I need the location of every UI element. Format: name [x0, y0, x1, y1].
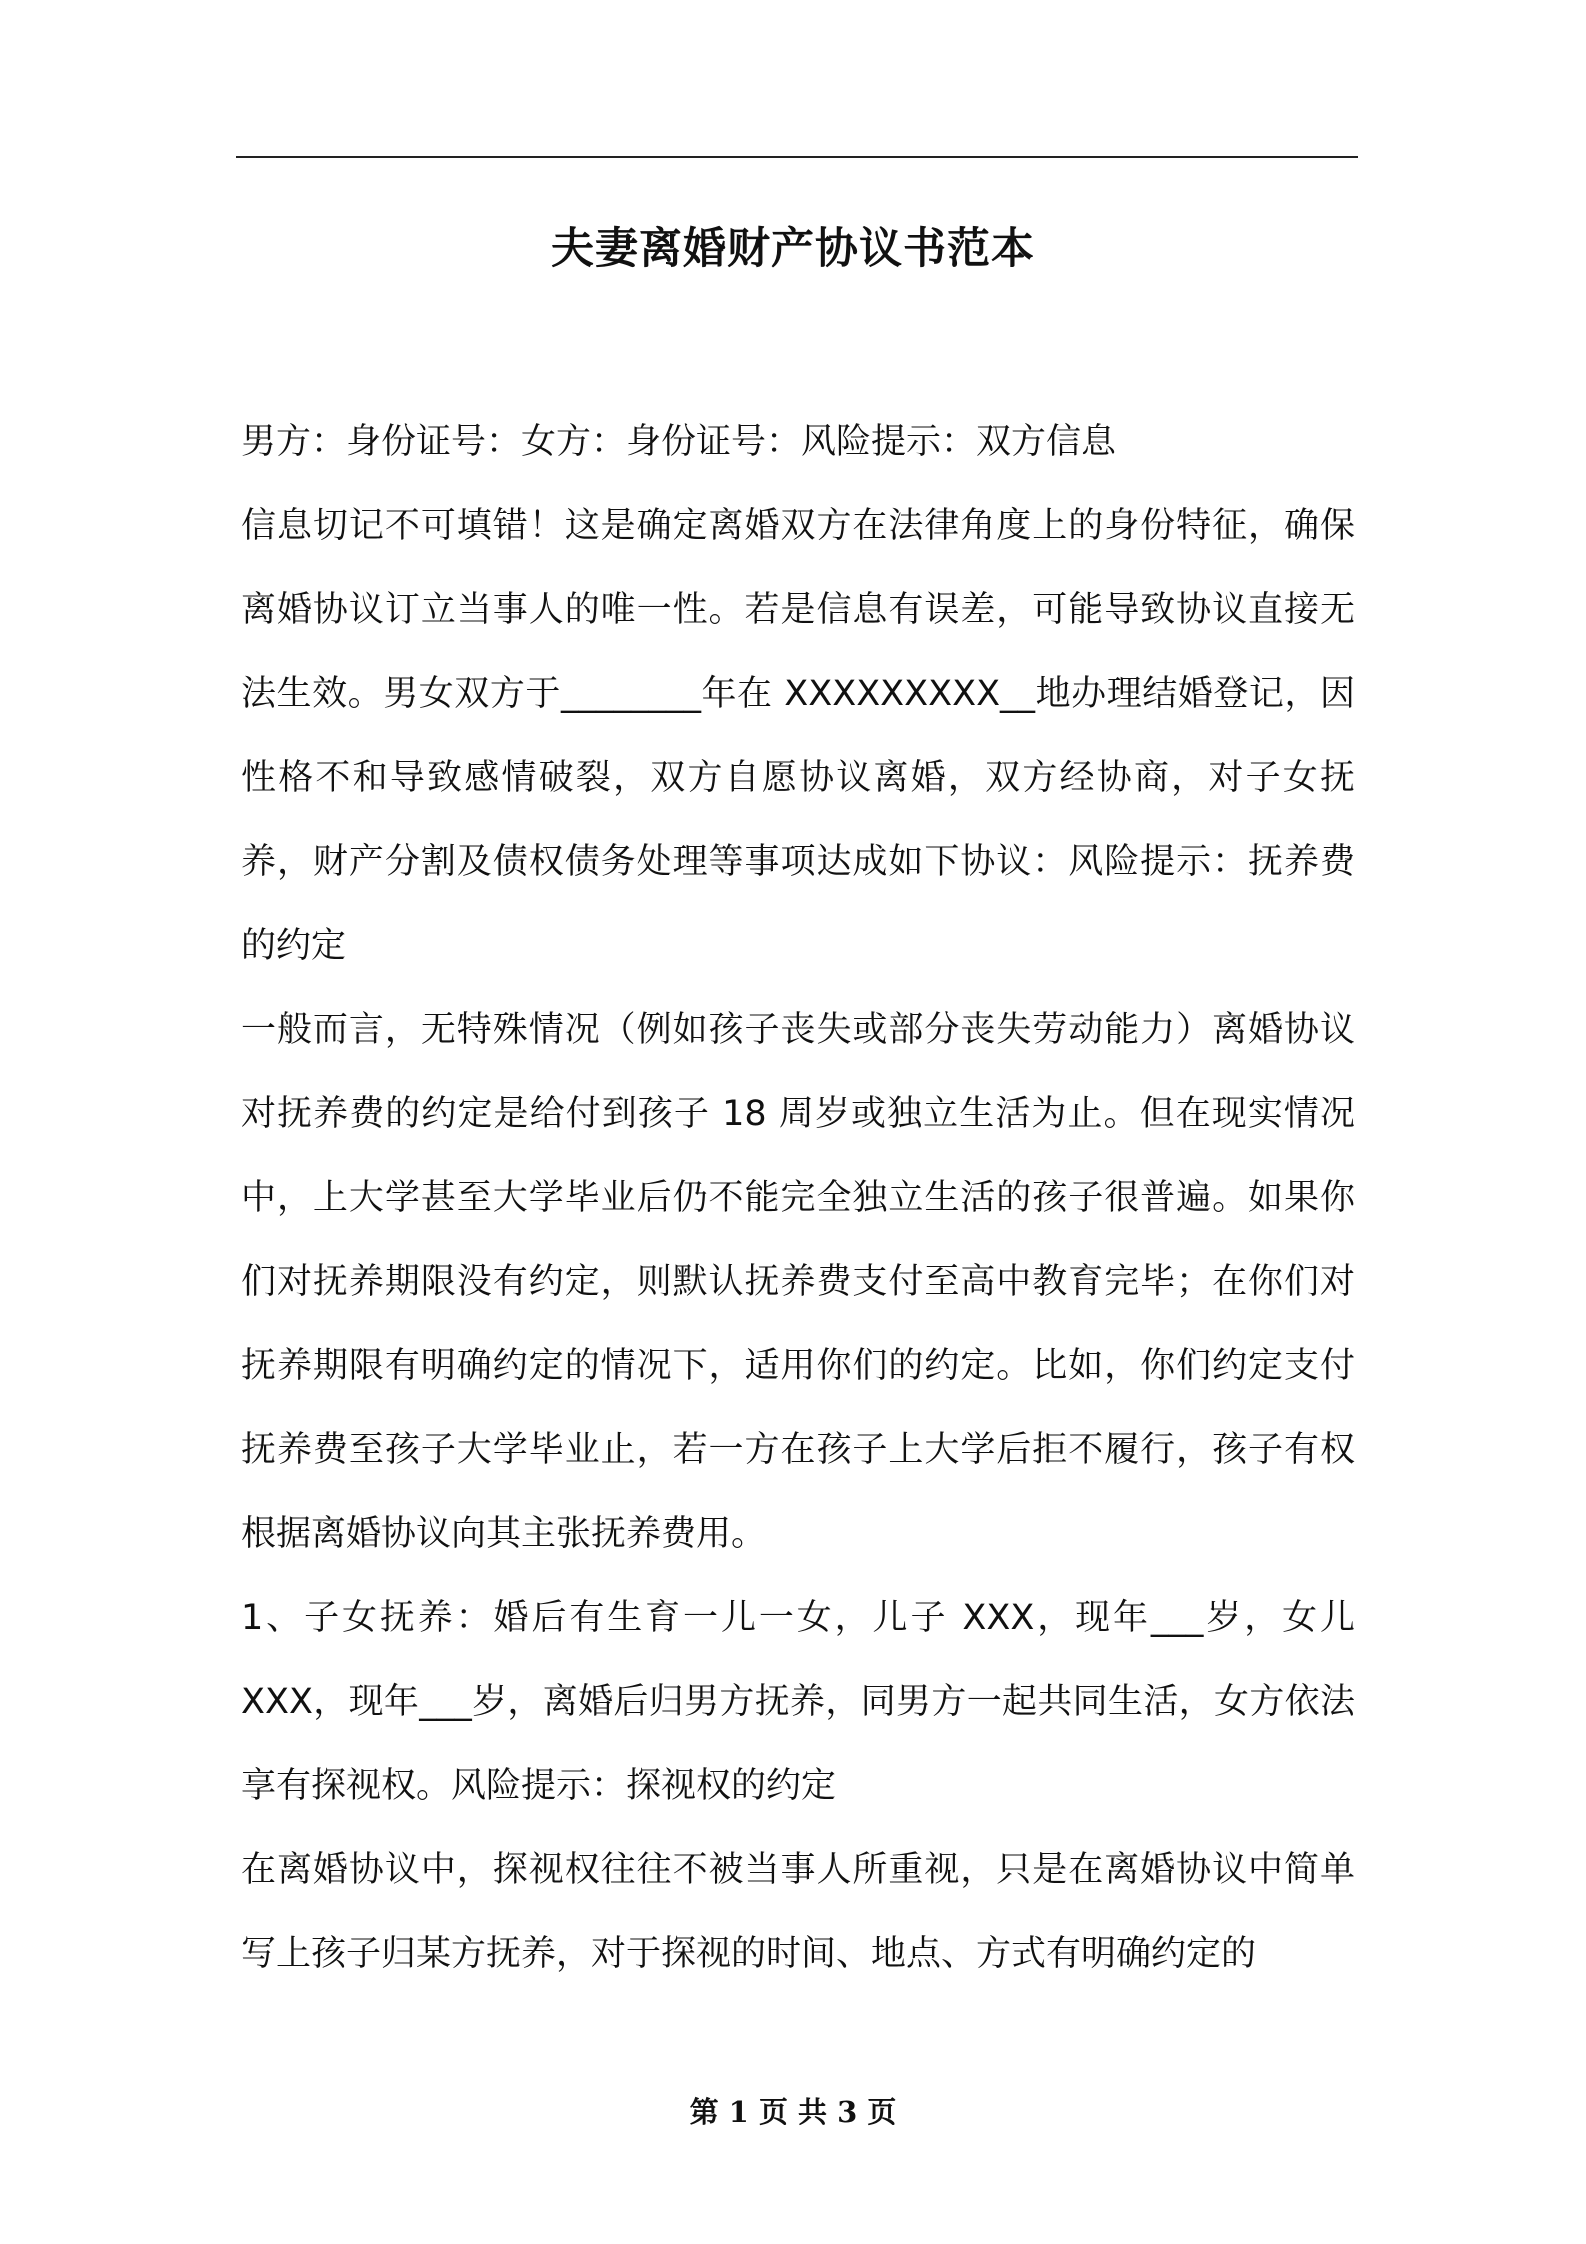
document-body	[241, 400, 1355, 1996]
paragraph-child-custody: 1、子女抚养：婚后有生育一儿一女，儿子 XXX，现年___岁，女儿 XXX，现年___岁，离婚后归男方抚养，同男方一起共同生活，女方依法享有探视权。风险提示：探视权的约定	[241, 1598, 1355, 1806]
paragraph-party-info: 男方：身份证号：女方：身份证号：风险提示：双方信息	[241, 422, 1117, 462]
paragraph-marriage-info: 信息切记不可填错！这是确定离婚双方在法律角度上的身份特征，确保离婚协议订立当事人的唯一性。若是信息有误差，可能导致协议直接无法生效。男女双方于________年在 XXXXXXXXX__地办理结婚登记，因性格不和导致感情破裂，双方自愿协议离婚，双方经协商，对子女抚养，财产分割及债权债务处理等事项达成如下协议：风险提示：抚养费的约定	[241, 506, 1355, 966]
page-footer: 第 1 页 共 3 页	[689, 2095, 897, 2129]
paragraph-support-term: 一般而言，无特殊情况（例如孩子丧失或部分丧失劳动能力）离婚协议对抚养费的约定是给付到孩子 18 周岁或独立生活为止。但在现实情况中，上大学甚至大学毕业后仍不能完全独立生活的孩子很普遍。如果你们对抚养期限没有约定，则默认抚养费支付至高中教育完毕；在你们对抚养期限有明确约定的情况下，适用你们的约定。比如，你们约定支付抚养费至孩子大学毕业止，若一方在孩子上大学后拒不履行，孩子有权根据离婚协议向其主张抚养费用。	[241, 1010, 1355, 1554]
document-title: 夫妻离婚财产协议书范本	[551, 224, 1035, 274]
header-rule	[236, 156, 1358, 158]
paragraph-visitation: 在离婚协议中，探视权往往不被当事人所重视，只是在离婚协议中简单写上孩子归某方抚养，对于探视的时间、地点、方式有明确约定的	[241, 1850, 1355, 1974]
